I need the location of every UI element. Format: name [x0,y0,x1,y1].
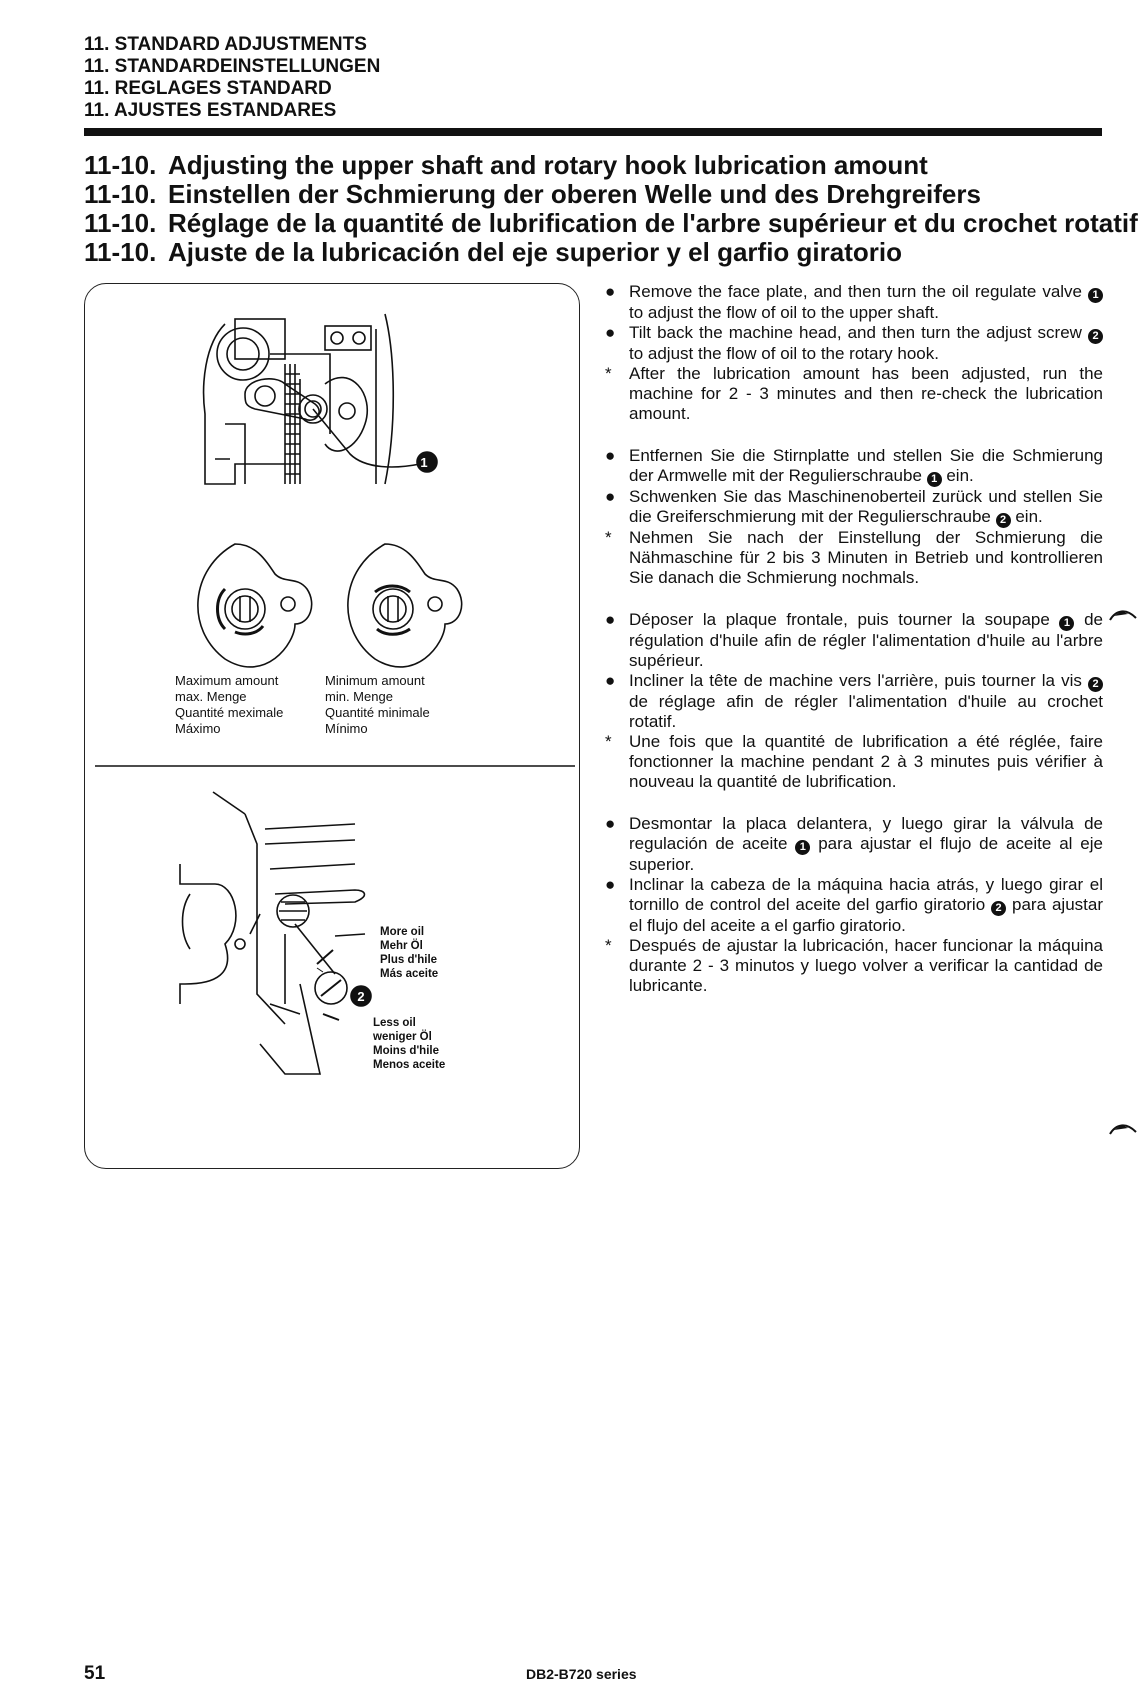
title-fr [84,208,1138,238]
label-line: More oil [380,926,425,938]
instruction-text: Schwenken Sie das Maschinenoberteil zurück und stellen Sie die Greiferschmierung mit der Regulierschraube [629,487,1103,526]
series-label: DB2-B720 series [526,1666,637,1682]
caption-line: Maximum amount [175,673,279,688]
instruction-note [603,936,1103,996]
instructions-fr [603,610,1103,792]
knob-maximum-diagram [198,544,312,667]
instruction-text: Déposer la plaque frontale, puis tourner la soupape [629,610,1060,629]
section-line-fr: 11. REGLAGES STANDARD [84,78,332,99]
title-text: Réglage de la quantité de lubrification de l'arbre supérieur et du crochet rotatif [168,208,1138,238]
illustration-panel [84,283,580,1169]
page-number: 51 [84,1663,106,1684]
caption-line: Máximo [175,721,221,736]
label-line: Moins d'hile [373,1045,439,1057]
instruction-text: Incliner la tête de machine vers l'arrière, puis tourner la vis [629,671,1088,690]
callout-ref-2: 2 [996,513,1011,528]
title-es [84,238,1124,267]
instructions-en [603,282,1103,424]
callout-ref-1: 1 [1088,288,1103,303]
instructions-de [603,446,1103,588]
section-line-en: 11. STANDARD ADJUSTMENTS [84,34,367,55]
label-line: Más aceite [380,968,439,980]
section-line-de: 11. STANDARDEINSTELLUNGEN [84,56,381,77]
instruction-text: Tilt back the machine head, and then turn the adjust screw [629,323,1088,342]
callout-ref-1: 1 [927,472,942,487]
instruction-text: de réglage afin de régler l'alimentation d'huile au crochet rotatif. [629,692,1103,731]
callout-ref-1: 1 [795,840,810,855]
section-line-es: 11. AJUSTES ESTANDARES [84,100,337,121]
margin-mark-icon [1108,1120,1138,1136]
instruction-note [603,364,1103,424]
title-number: 11-10. [84,179,157,209]
instruction-item [603,446,1103,487]
instruction-note [603,732,1103,792]
asterisk-marker: * [605,732,612,751]
instruction-text: para ajustar el flujo de aceite al eje superior. [629,834,1103,874]
instruction-text: to adjust the flow of oil to the upper shaft. [629,303,939,322]
title-number: 11-10. [84,237,157,267]
bullet-marker: ● [605,282,616,301]
instruction-text: to adjust the flow of oil to the rotary hook. [629,344,939,363]
margin-mark-icon [1108,606,1138,622]
title-en [84,151,1124,180]
instruction-item [603,875,1103,936]
instruction-text: Une fois que la quantité de lubrification a été réglée, faire fonctionner la machine pendant 2 à 3 minutes puis vérifier à nouveau la quantité de lubrification. [629,732,1103,791]
title-text: Einstellen der Schmierung der oberen Welle und des Drehgreifers [168,179,981,209]
label-more-oil [380,925,438,981]
bullet-marker: ● [605,671,616,690]
bullet-marker: ● [605,446,616,465]
instruction-text: Después de ajustar la lubricación, hacer funcionar la máquina durante 2 - 3 minutos y luego volver a verificar la cantidad de lubricante. [629,936,1103,995]
label-line: Plus d'hile [380,954,438,966]
page-titles [84,150,1138,267]
instruction-item [603,610,1103,671]
instruction-note [603,528,1103,588]
caption-minimum [325,673,430,737]
asterisk-marker: * [605,528,612,547]
section-header [84,34,1104,122]
instruction-text: para ajustar el flujo del aceite a el garfio giratorio. [629,895,1103,935]
instruction-text: Entfernen Sie die Stirnplatte und stellen Sie die Schmierung der Armwelle mit der Regulierschraube [629,446,1103,485]
rotary-hook-mechanism [180,792,365,1074]
instruction-text: ein. [941,466,974,485]
callout-ref-1: 1 [1059,616,1074,631]
caption-line: max. Menge [175,689,247,704]
title-de [84,180,1124,209]
label-line: Menos aceite [373,1059,446,1071]
instruction-text: ein. [1010,507,1043,526]
knob-minimum-diagram [348,544,462,667]
bullet-marker: ● [605,610,616,629]
instruction-text: Nehmen Sie nach der Einstellung der Schmierung die Nähmaschine für 2 bis 3 Minuten in Betrieb und kontrollieren Sie danach die Schmierung nochmals. [629,528,1103,587]
bullet-marker: ● [605,487,616,506]
caption-line: Minimum amount [325,673,425,688]
label-line: Mehr Öl [380,940,423,952]
instructions-column [603,282,1103,1018]
label-line: Less oil [373,1017,416,1029]
callout-2-label: 2 [357,989,365,1004]
caption-maximum [175,673,283,737]
asterisk-marker: * [605,936,612,955]
instruction-text: Remove the face plate, and then turn the oil regulate valve [629,282,1088,301]
label-less-oil [373,1016,445,1072]
title-text: Adjusting the upper shaft and rotary hook lubrication amount [168,150,928,180]
instruction-item [603,487,1103,528]
header-rule [84,128,1102,136]
asterisk-marker: * [605,364,612,383]
instruction-text: Desmontar la placa delantera, y luego girar la válvula de regulación de aceite [629,814,1103,853]
caption-line: Quantité minimale [325,705,430,720]
callout-1-label: 1 [420,455,428,470]
title-number: 11-10. [84,150,157,180]
upper-shaft-mechanism [204,314,420,484]
instruction-item [603,323,1103,364]
caption-line: Mínimo [325,721,368,736]
instruction-item [603,282,1103,323]
callout-ref-2: 2 [1088,677,1103,692]
caption-line: Quantité meximale [175,705,284,720]
instruction-text: de régulation d'huile afin de régler l'alimentation d'huile au l'arbre supérieur. [629,610,1103,670]
caption-line: min. Menge [325,689,393,704]
label-line: weniger Öl [373,1031,432,1043]
instruction-item [603,814,1103,875]
instruction-text: After the lubrication amount has been adjusted, run the machine for 2 - 3 minutes and then re-check the lubrication amount. [629,364,1103,423]
title-number: 11-10. [84,208,157,238]
callout-ref-2: 2 [991,901,1006,916]
instructions-es [603,814,1103,996]
bullet-marker: ● [605,814,616,833]
callout-ref-2: 2 [1088,329,1103,344]
bullet-marker: ● [605,875,616,894]
instruction-item [603,671,1103,732]
instruction-text: Inclinar la cabeza de la máquina hacia atrás, y luego girar el tornillo de control del aceite del garfio giratorio [629,875,1103,914]
bullet-marker: ● [605,323,616,342]
title-text: Ajuste de la lubricación del eje superior y el garfio giratorio [168,237,902,267]
